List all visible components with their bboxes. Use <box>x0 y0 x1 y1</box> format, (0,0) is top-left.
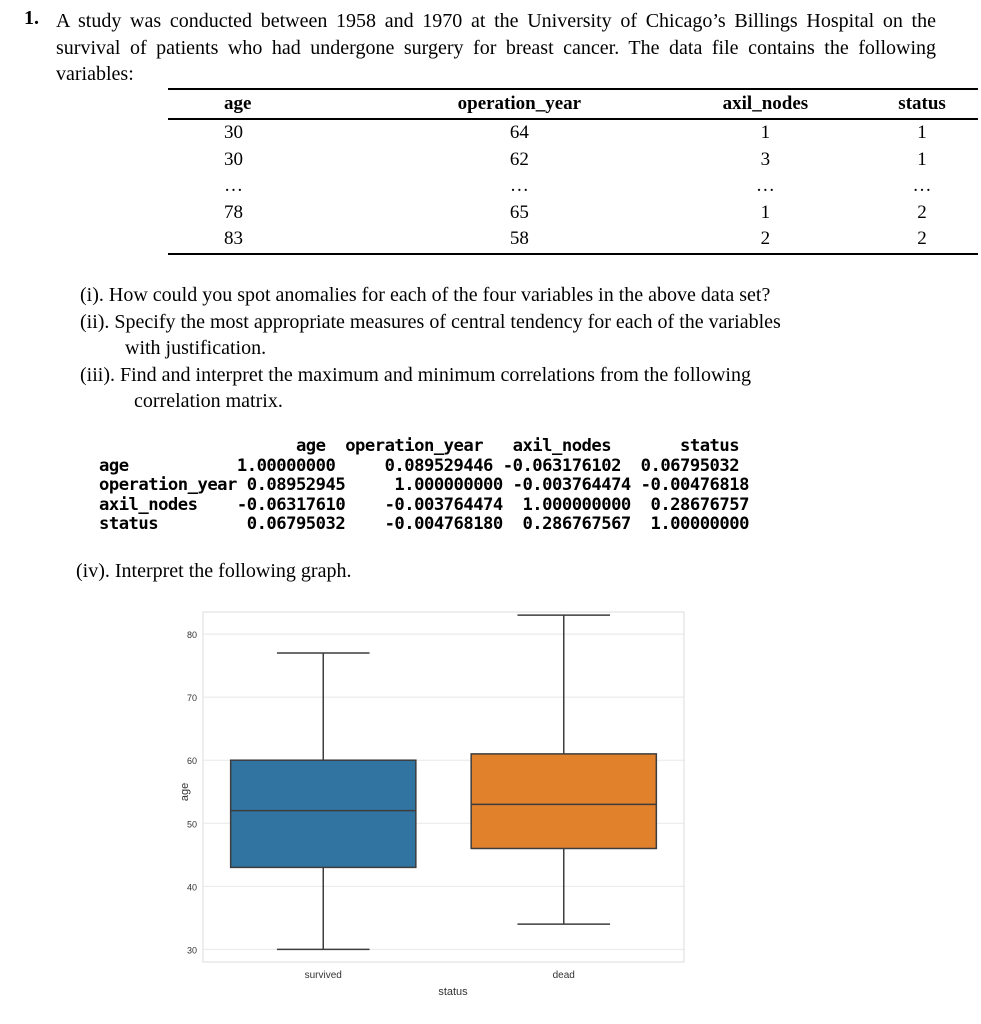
table-row <box>168 226 978 254</box>
header-status: status <box>866 89 978 119</box>
corr-row-operation-year: operation_year 0.08952945 1.000000000 -0.003764474 -0.00476818 <box>99 475 749 495</box>
question-number: 1. <box>24 7 39 29</box>
table-row <box>168 147 978 174</box>
cell-status: … <box>912 175 932 197</box>
y-tick-label: 80 <box>186 630 197 641</box>
corr-header-row: age operation_year axil_nodes status <box>99 436 740 456</box>
cell-operation-year: 64 <box>509 122 529 144</box>
x-tick-label: survived <box>304 970 342 981</box>
cell-status: 1 <box>917 122 927 144</box>
header-age: age <box>168 89 374 119</box>
part-iv: (iv). Interpret the following graph. <box>76 560 352 582</box>
x-tick-labels <box>305 970 575 981</box>
y-tick-label: 50 <box>186 819 197 830</box>
cell-operation-year: … <box>509 175 529 197</box>
y-tick-label: 40 <box>186 882 197 893</box>
cell-age: 30 <box>224 148 243 170</box>
corr-row-status: status 0.06795032 -0.004768180 0.286767567 1.00000000 <box>99 514 749 534</box>
cell-age: … <box>224 175 243 197</box>
cell-operation-year: 65 <box>509 201 529 223</box>
cell-age: 78 <box>224 201 243 223</box>
table-row <box>168 119 978 147</box>
question-intro <box>56 8 936 88</box>
cell-status: 1 <box>917 148 927 170</box>
box-dead <box>471 615 656 924</box>
cell-status: 2 <box>917 201 927 223</box>
table-header-row <box>168 89 978 119</box>
age-by-status-boxplot <box>140 610 700 1000</box>
intro-text: A study was conducted between 1958 and 1970 at the University of Chicago’s Billings Hospital on the survival of patients who had undergone surgery for breast cancer. The data file contains the following variables: <box>56 10 936 85</box>
x-tick-label: dead <box>552 970 575 981</box>
cell-operation-year: 58 <box>374 226 665 254</box>
cell-age: 30 <box>224 122 243 144</box>
cell-status: 2 <box>866 226 978 254</box>
box-body <box>231 760 416 867</box>
part-iii-line2: correlation matrix. <box>134 390 283 412</box>
table-row <box>168 173 978 200</box>
y-tick-label: 70 <box>186 693 197 704</box>
cell-operation-year: 62 <box>509 148 529 170</box>
x-axis-label: status <box>438 986 468 998</box>
y-tick-label: 60 <box>186 756 197 767</box>
corr-row-axil-nodes: axil_nodes -0.06317610 -0.003764474 1.000000000 0.28676757 <box>99 494 749 515</box>
cell-axil-nodes: 1 <box>760 201 771 223</box>
correlation-matrix <box>99 437 749 535</box>
part-ii-line1: (ii). Specify the most appropriate measures of central tendency for each of the variables <box>80 310 781 333</box>
corr-row-age: age 1.00000000 0.089529446 -0.063176102 0.06795032 <box>99 455 740 476</box>
sub-questions <box>80 282 942 415</box>
y-tick-label: 30 <box>186 945 197 956</box>
part-i: (i). How could you spot anomalies for each of the four variables in the above data set? <box>80 284 771 306</box>
cell-axil-nodes: 3 <box>760 148 771 170</box>
cell-axil-nodes: 1 <box>760 122 771 144</box>
box-series <box>231 615 657 949</box>
table-row <box>168 200 978 227</box>
cell-age: 83 <box>168 226 374 254</box>
variables-table <box>168 88 978 255</box>
header-axil-nodes: axil_nodes <box>665 89 866 119</box>
cell-axil-nodes: … <box>755 175 775 197</box>
part-ii-line2: with justification. <box>125 337 267 359</box>
header-operation-year: operation_year <box>374 89 665 119</box>
part-iii-line1: (iii). Find and interpret the maximum and minimum correlations from the following <box>80 363 751 386</box>
y-axis-label: age <box>179 782 191 802</box>
box-body <box>471 754 656 849</box>
cell-axil-nodes: 2 <box>665 226 866 254</box>
